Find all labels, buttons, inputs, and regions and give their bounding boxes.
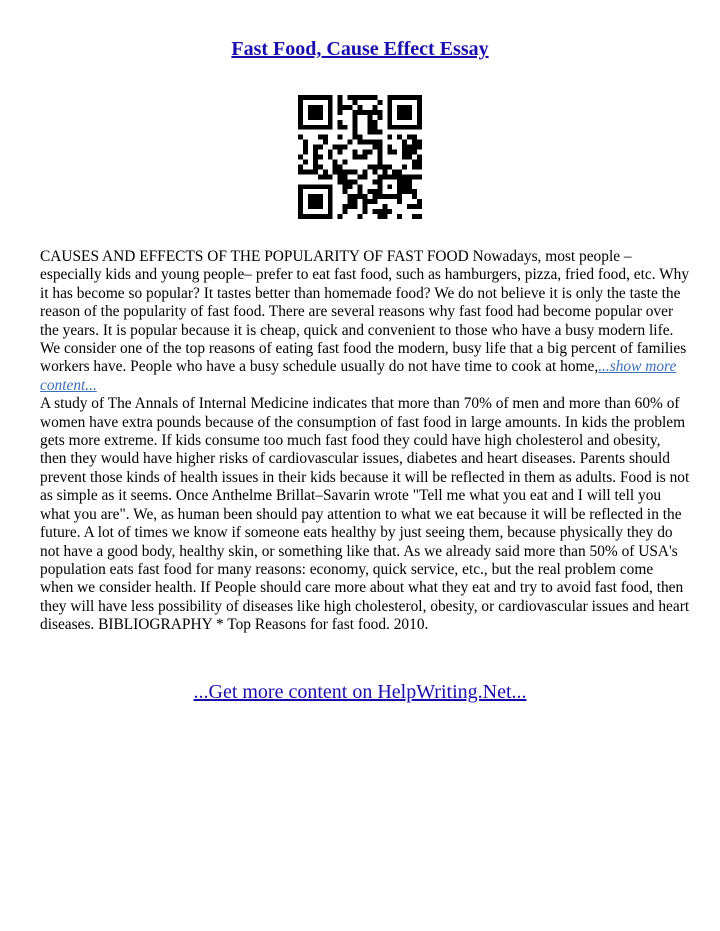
document-title[interactable]: Fast Food, Cause Effect Essay bbox=[231, 38, 489, 60]
essay-paragraph-1 bbox=[40, 248, 690, 395]
get-more-content-link[interactable]: ...Get more content on HelpWriting.Net... bbox=[193, 681, 527, 703]
essay-paragraph-2: A study of The Annals of Internal Medicine indicates that more than 70% of men and more than 60% of women have extra pounds because of the consumption of fast food in large amounts. In kids the problem gets more extreme. If kids consume too much fast food they could have high cholesterol and obesity, then they would have higher risks of cardiovascular issues, diabetes and heart diseases. Parents should prevent those kinds of health issues in their kids because it will be reflected in them as adults. Food is not as simple as it seems. Once Anthelme Brillat–Savarin wrote "Tell me what you eat and I will tell you what you are". We, as human been should pay attention to what we eat because it will be reflected in the future. A lot of times we know if someone eats healthy by just seeing them, because physically they do not have a good body, healthy skin, or something like that. As we already said more than 50% of USA's population eats fast food for many reasons: economy, quick service, etc., but the real problem come when we consider health. If People should care more about what they eat and try to avoid fast food, then they will have less possibility of diseases like high cholesterol, obesity, or cardiovascular issues and heart diseases. BIBLIOGRAPHY * Top Reasons for fast food. 2010. bbox=[40, 395, 690, 634]
paragraph-1-text: CAUSES AND EFFECTS OF THE POPULARITY OF FAST FOOD Nowadays, most people – especially kids and young people– prefer to eat fast food, such as hamburgers, pizza, fried food, etc. Why it has become so popular? It tastes better than homemade food? We do not believe it is only the taste the reason of the popularity of fast food. There are several reasons why fast food had become popular over the years. It is popular because it is cheap, quick and convenient to those who have a busy modern life. We consider one of the top reasons of eating fast food the modern, busy life that a big percent of families workers have. People who have a busy schedule usually do not have time to cook at home, bbox=[40, 248, 690, 376]
essay-body bbox=[40, 248, 690, 635]
show-more-link[interactable]: ...show more content... bbox=[40, 358, 677, 394]
qr-code-icon bbox=[298, 95, 422, 219]
